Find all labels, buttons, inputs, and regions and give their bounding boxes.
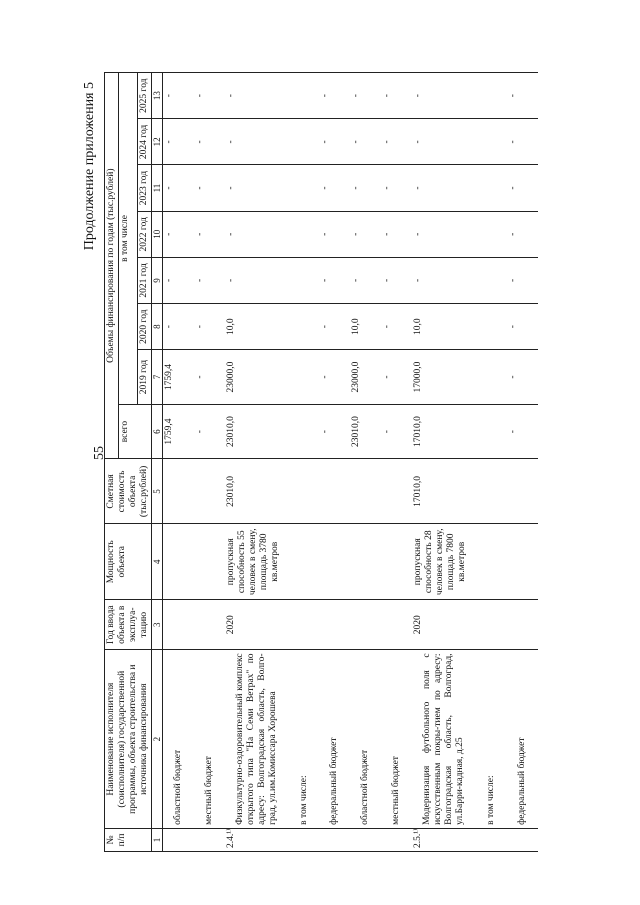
header-incl: в том числе xyxy=(118,73,137,405)
row-name: областной бюджет xyxy=(350,650,381,828)
row-total: 1759,4 xyxy=(163,404,194,459)
row-year-value: - xyxy=(194,165,225,211)
row-year-value: - xyxy=(194,350,225,405)
row-number xyxy=(163,828,194,851)
row-year-value: - xyxy=(350,73,381,119)
row-year-value xyxy=(289,119,320,165)
row-year-value: - xyxy=(319,165,350,211)
header-year-1: 2019 год xyxy=(137,350,151,405)
row-year-value xyxy=(289,304,320,350)
header-no: № п/п xyxy=(105,828,152,851)
table-row xyxy=(225,73,289,852)
column-number: 4 xyxy=(151,524,162,600)
rotated-content xyxy=(82,72,632,852)
column-number: 7 xyxy=(151,350,162,405)
row-capacity: пропускная способность 55 человек в смену, площадь 3780 кв.метров xyxy=(225,524,289,600)
row-year-value: - xyxy=(319,73,350,119)
row-capacity xyxy=(194,524,225,600)
column-number: 3 xyxy=(151,600,162,650)
table-row xyxy=(412,73,476,852)
row-capacity xyxy=(507,524,538,600)
row-year-value xyxy=(289,73,320,119)
row-year-value: - xyxy=(225,257,289,303)
header-total: всего xyxy=(118,404,151,459)
row-year-value xyxy=(476,165,507,211)
row-year xyxy=(350,600,381,650)
row-name: в том числе: xyxy=(289,650,320,828)
row-year-value xyxy=(289,350,320,405)
row-year-value: 17000,0 xyxy=(412,350,476,405)
row-year: 2020 xyxy=(412,600,476,650)
row-total: 23010,0 xyxy=(225,404,289,459)
appendix-title: Продолжение приложения 5 xyxy=(82,82,97,251)
row-number xyxy=(507,828,538,851)
row-name: местный бюджет xyxy=(194,650,225,828)
row-year-value: - xyxy=(381,73,412,119)
column-number: 2 xyxy=(151,650,162,828)
header-capacity: Мощность объекта xyxy=(105,524,152,600)
row-year xyxy=(507,600,538,650)
header-funding: Объемы финансирования по годам (тыс.рублей) xyxy=(105,73,119,459)
row-year-value: - xyxy=(350,257,381,303)
column-number: 5 xyxy=(151,459,162,524)
row-total: - xyxy=(507,404,538,459)
row-year-value: - xyxy=(412,119,476,165)
table-row xyxy=(507,73,538,852)
row-year-value: - xyxy=(194,257,225,303)
row-year-value: - xyxy=(225,211,289,257)
row-year xyxy=(319,600,350,650)
column-number: 13 xyxy=(151,73,162,119)
row-year xyxy=(381,600,412,650)
row-cost xyxy=(350,459,381,524)
column-number: 11 xyxy=(151,165,162,211)
row-year-value xyxy=(476,119,507,165)
row-name: Модернизация футбольного поля с искусственным покры-тием по адресу: Волгоградская область, Волгоград, ул.Барри-кадная, д.25 xyxy=(412,650,476,828)
row-number: 2.4.¹⁾ xyxy=(225,828,289,851)
row-year-value: - xyxy=(350,165,381,211)
row-year-value: - xyxy=(194,304,225,350)
table-row xyxy=(319,73,350,852)
row-year-value: - xyxy=(381,119,412,165)
row-year-value: - xyxy=(507,304,538,350)
page-number: 55 xyxy=(92,446,107,460)
table-row xyxy=(476,73,507,852)
row-year-value: - xyxy=(507,350,538,405)
column-number: 6 xyxy=(151,404,162,459)
funding-table xyxy=(104,72,538,852)
row-total xyxy=(289,404,320,459)
row-year xyxy=(194,600,225,650)
row-year-value: - xyxy=(319,211,350,257)
row-year-value: 10,0 xyxy=(412,304,476,350)
row-number xyxy=(381,828,412,851)
header-year-3: 2021 год xyxy=(137,257,151,303)
row-cost xyxy=(507,459,538,524)
row-number xyxy=(319,828,350,851)
row-year-value: 10,0 xyxy=(225,304,289,350)
row-year xyxy=(163,600,194,650)
row-total: - xyxy=(381,404,412,459)
row-year-value: - xyxy=(225,165,289,211)
row-year-value: - xyxy=(163,73,194,119)
row-number xyxy=(476,828,507,851)
row-year-value xyxy=(289,211,320,257)
row-year-value: - xyxy=(412,211,476,257)
table-row xyxy=(194,73,225,852)
row-total: 23010,0 xyxy=(350,404,381,459)
row-number xyxy=(289,828,320,851)
row-year-value: - xyxy=(412,257,476,303)
column-number: 10 xyxy=(151,211,162,257)
row-year-value: - xyxy=(350,211,381,257)
row-year-value: - xyxy=(381,165,412,211)
row-number: 2.5.¹⁾ xyxy=(412,828,476,851)
column-number: 1 xyxy=(151,828,162,851)
row-year-value xyxy=(476,304,507,350)
row-year-value: - xyxy=(194,73,225,119)
header-year-5: 2023 год xyxy=(137,165,151,211)
row-year-value: - xyxy=(163,257,194,303)
row-year-value xyxy=(476,73,507,119)
row-year-value: - xyxy=(507,257,538,303)
table-row xyxy=(163,73,194,852)
header-name: Наименование исполнителя (соисполнителя) государственной программы, объекта строительства и источника финансирования xyxy=(105,650,152,828)
row-year-value: - xyxy=(350,119,381,165)
column-number: 12 xyxy=(151,119,162,165)
row-cost xyxy=(476,459,507,524)
row-year-value: - xyxy=(319,350,350,405)
row-year-value: - xyxy=(381,211,412,257)
row-year-value: - xyxy=(507,73,538,119)
row-year-value: - xyxy=(381,304,412,350)
row-cost xyxy=(194,459,225,524)
row-year: 2020 xyxy=(225,600,289,650)
row-year xyxy=(289,600,320,650)
row-year-value: - xyxy=(163,211,194,257)
row-year-value xyxy=(476,211,507,257)
row-year-value xyxy=(289,165,320,211)
table-row xyxy=(350,73,381,852)
row-year-value: - xyxy=(507,165,538,211)
row-year-value: - xyxy=(225,73,289,119)
row-capacity xyxy=(319,524,350,600)
row-year-value: - xyxy=(194,119,225,165)
column-number: 9 xyxy=(151,257,162,303)
row-year-value: - xyxy=(319,257,350,303)
row-year-value: 23000,0 xyxy=(225,350,289,405)
header-year: Год ввода объекта в эксплуа-тацию xyxy=(105,600,152,650)
row-year-value: - xyxy=(381,350,412,405)
row-year-value: - xyxy=(412,73,476,119)
row-capacity xyxy=(350,524,381,600)
row-cost xyxy=(319,459,350,524)
row-year-value: 1759,4 xyxy=(163,350,194,405)
header-year-4: 2022 год xyxy=(137,211,151,257)
row-year-value: 23000,0 xyxy=(350,350,381,405)
row-capacity xyxy=(289,524,320,600)
row-total xyxy=(476,404,507,459)
row-capacity: пропускная способность 28 человек в смену, площадь 7800 кв.метров xyxy=(412,524,476,600)
header-year-2: 2020 год xyxy=(137,304,151,350)
row-year-value xyxy=(289,257,320,303)
row-year-value: - xyxy=(319,304,350,350)
row-cost xyxy=(381,459,412,524)
row-year-value xyxy=(476,350,507,405)
row-year xyxy=(476,600,507,650)
row-year-value: - xyxy=(194,211,225,257)
row-name: федеральный бюджет xyxy=(507,650,538,828)
row-year-value: - xyxy=(412,165,476,211)
row-name: областной бюджет xyxy=(163,650,194,828)
column-number: 8 xyxy=(151,304,162,350)
row-capacity xyxy=(163,524,194,600)
row-capacity xyxy=(476,524,507,600)
row-year-value: - xyxy=(507,119,538,165)
row-name: Физкультурно-оздоровительный комплекс открытого типа "На Семи Ветрах" по адресу: Волгоградская область, Волго-град, ул.им.Комиссара Хорошева xyxy=(225,650,289,828)
row-year-value: - xyxy=(163,119,194,165)
row-year-value: - xyxy=(225,119,289,165)
row-total: - xyxy=(194,404,225,459)
table-row xyxy=(289,73,320,852)
row-year-value: 10,0 xyxy=(350,304,381,350)
row-cost xyxy=(289,459,320,524)
row-year-value: - xyxy=(163,304,194,350)
row-total: - xyxy=(319,404,350,459)
header-year-7: 2025 год xyxy=(137,73,151,119)
row-number xyxy=(194,828,225,851)
row-name: местный бюджет xyxy=(381,650,412,828)
row-year-value: - xyxy=(381,257,412,303)
row-cost: 23010,0 xyxy=(225,459,289,524)
row-number xyxy=(350,828,381,851)
row-cost: 17010,0 xyxy=(412,459,476,524)
row-year-value: - xyxy=(319,119,350,165)
row-capacity xyxy=(381,524,412,600)
row-year-value: - xyxy=(163,165,194,211)
row-cost xyxy=(163,459,194,524)
header-cost: Сметная стоимость объекта (тыс.рублей) xyxy=(105,459,152,524)
row-name: в том числе: xyxy=(476,650,507,828)
row-year-value xyxy=(476,257,507,303)
header-year-6: 2024 год xyxy=(137,119,151,165)
row-name: федеральный бюджет xyxy=(319,650,350,828)
table-row xyxy=(381,73,412,852)
row-total: 17010,0 xyxy=(412,404,476,459)
row-year-value: - xyxy=(507,211,538,257)
